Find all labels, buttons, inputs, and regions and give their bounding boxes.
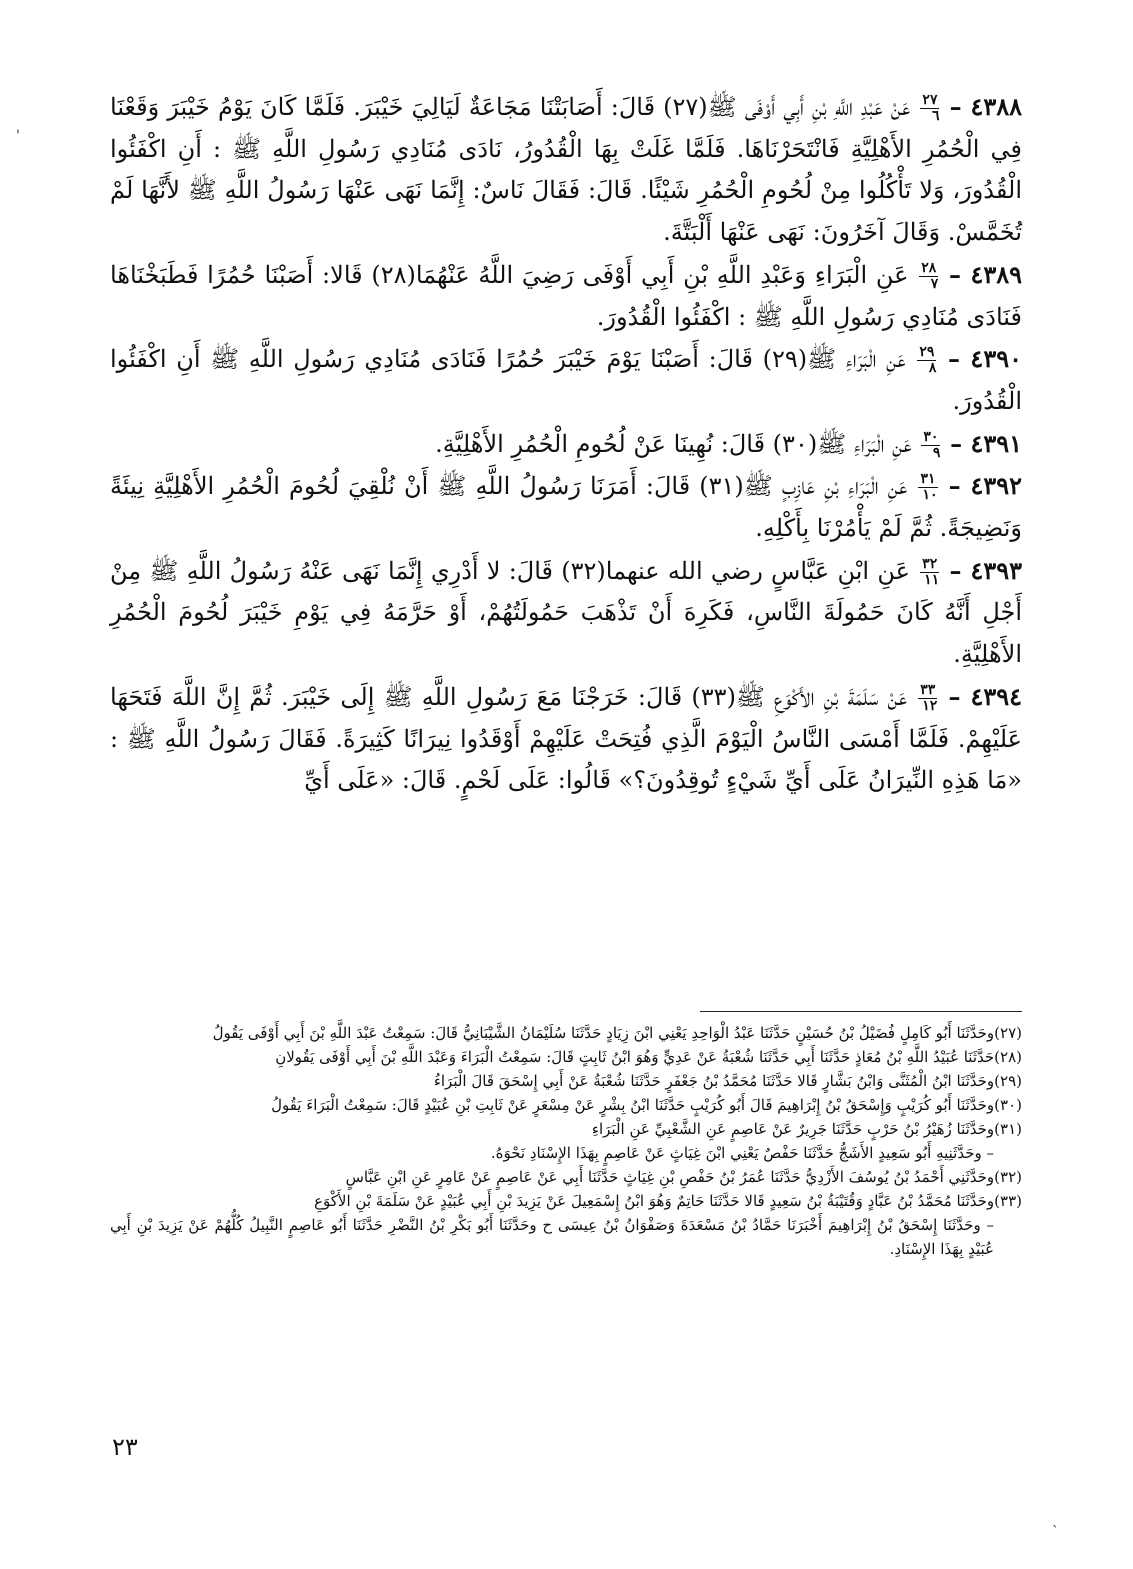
hadith-4390 bbox=[110, 338, 1022, 422]
footnote-33-continuation: – وحَدَّثَنَا إِسْحَقُ بْنُ إِبْرَاهِيمَ أَخْبَرَنَا حَمَّادُ بْنُ مَسْعَدَةَ وَصَفْوَانُ بْنُ عِيسَى ح وحَدَّثَنَا أَبُو بَكْرِ بْنُ النَّضْرِ حَدَّثَنَا أَبُو عَاصِمٍ النَّبِيلُ كُلُّهُمْ عَنْ يَزِيدَ بْنِ أَبِي عُبَيْدٍ بِهَذَا الإِسْنَادِ. bbox=[110, 1216, 994, 1258]
hadith-body bbox=[110, 86, 1022, 802]
footnote-32: (٣٢)وحَدَّثَنِي أَحْمَدُ بْنُ يُوسُفَ الأَزْدِيُّ حَدَّثَنَا عُمَرُ بْنُ حَفْصِ بْنِ غِيَاثٍ حَدَّثَنَا أَبِي عَنْ عَاصِمٍ عَنْ عَامِرٍ عَنِ ابْنِ عَبَّاسٍ bbox=[345, 1168, 1022, 1186]
footnote-27: (٢٧)وحَدَّثَنَا أَبُو كَامِلٍ فُضَيْلُ بْنُ حُسَيْنٍ حَدَّثَنَا عَبْدُ الْوَاحِدِ يَعْنِي ابْنَ زِيَادٍ حَدَّثَنَا سُلَيْمَانُ الشَّيْبَانِيُّ قَالَ: سَمِعْتُ عَبْدَ اللَّهِ بْنَ أَبِي أَوْفَى يَقُولُ bbox=[212, 1024, 1022, 1042]
hadith-number: ٤٣٩٣ – bbox=[949, 555, 1022, 585]
hadith-4394 bbox=[110, 676, 1022, 802]
hadith-number: ٤٣٨٩ – bbox=[949, 259, 1023, 289]
hadith-text: عَنِ الْبَرَاءِ ﷺ(٣٠) قَالَ: نُهِينَا عَنْ لُحُومِ الْحُمُرِ الأَهْلِيَّةِ. bbox=[435, 429, 912, 458]
hadith-number: ٤٣٩٤ – bbox=[948, 681, 1022, 711]
hadith-fraction: $\frac{٣٣}{١٢}$ bbox=[920, 681, 938, 714]
footnote-divider bbox=[700, 1011, 1022, 1012]
hadith-text: عَنِ الْبَرَاءِ وَعَبْدِ اللَّهِ بْنِ أَبِي أَوْفَى رَضِيَ اللَّهُ عَنْهُمَا(٢٨) قَالا: أَصَبْنَا حُمُرًا فَطَبَخْنَاهَا فَنَادَى مُنَادِي رَسُولِ اللَّهِ ﷺ : اكْفَئُوا الْقُدُورَ. bbox=[110, 260, 1022, 331]
hadith-number: ٤٣٨٨ – bbox=[949, 92, 1022, 121]
scan-mark: ` bbox=[1052, 1524, 1059, 1540]
scan-mark: ' bbox=[16, 128, 20, 144]
hadith-fraction: $\frac{٢٨}{٧}$ bbox=[921, 259, 939, 292]
hadith-fraction: $\frac{٣٢}{١١}$ bbox=[922, 555, 940, 588]
footnote-31-continuation: – وحَدَّثَنِيهِ أَبُو سَعِيدٍ الأَشَجُّ حَدَّثَنَا حَفْصٌ يَعْنِي ابْنَ غِيَاثٍ عَنْ عَاصِمٍ بِهَذَا الإِسْنَادِ نَحْوَهُ. bbox=[490, 1144, 994, 1162]
hadith-fraction: $\frac{٢٩}{٨}$ bbox=[919, 344, 937, 377]
hadith-fraction: $\frac{٢٧}{٦}$ bbox=[922, 92, 940, 124]
hadith-4388 bbox=[110, 86, 1022, 254]
footnote-28: (٢٨)حَدَّثَنَا عُبَيْدُ اللَّهِ بْنُ مُعَاذٍ حَدَّثَنَا أَبِي حَدَّثَنَا شُعْبَةُ عَنْ عَدِيٍّ وَهُوَ ابْنُ ثَابِتٍ قَالَ: سَمِعْتُ الْبَرَاءَ وَعَبْدَ اللَّهِ بْنَ أَبِي أَوْفَى يَقُولانِ bbox=[275, 1048, 1022, 1066]
hadith-fraction: $\frac{٣١}{١٠}$ bbox=[920, 471, 938, 504]
footnote-33: (٣٣)وحَدَّثَنَا مُحَمَّدُ بْنُ عَبَّادٍ وَقُتَيْبَةُ بْنُ سَعِيدٍ قَالا حَدَّثَنَا حَاتِمٌ وَهُوَ ابْنُ إِسْمَعِيلَ عَنْ يَزِيدَ بْنِ أَبِي عُبَيْدٍ عَنْ سَلَمَةَ بْنِ الأَكْوَعِ bbox=[314, 1192, 1022, 1210]
hadith-text: عَنْ سَلَمَةَ بْنِ الأَكْوَعِ ﷺ(٣٣) قَالَ: خَرَجْنَا مَعَ رَسُولِ اللَّهِ ﷺ إِلَى خَيْبَرَ. ثُمَّ إِنَّ اللَّهَ فَتَحَهَا عَلَيْهِمْ. فَلَمَّا أَمْسَى النَّاسُ الْيَوْمَ الَّذِي فُتِحَتْ عَلَيْهِمْ أَوْقَدُوا نِيرَانًا كَثِيرَةً. فَقَالَ رَسُولُ اللَّهِ ﷺ : «مَا هَذِهِ النِّيرَانُ عَلَى أَيِّ شَيْءٍ تُوقِدُونَ؟» قَالُوا: عَلَى لَحْمٍ. قَالَ: «عَلَى أَيِّ bbox=[110, 682, 1022, 795]
hadith-4389 bbox=[110, 254, 1022, 338]
hadith-fraction: $\frac{٣٠}{٩}$ bbox=[923, 428, 941, 461]
hadith-4393 bbox=[110, 550, 1022, 676]
hadith-text: عَنِ الْبَرَاءِ بْنِ عَازِبٍ ﷺ(٣١) قَالَ: أَمَرَنَا رَسُولُ اللَّهِ ﷺ أَنْ نُلْقِيَ لُحُومَ الْحُمُرِ الأَهْلِيَّةِ نِيئَةً وَنَضِيجَةً. ثُمَّ لَمْ يَأْمُرْنَا بِأَكْلِهِ. bbox=[110, 472, 1022, 543]
hadith-number: ٤٣٩٠ – bbox=[948, 344, 1022, 374]
hadith-text: عَنِ ابْنِ عَبَّاسٍ رضي الله عنهما(٣٢) قَالَ: لا أَدْرِي إِنَّمَا نَهَى عَنْهُ رَسُولُ اللَّهِ ﷺ مِنْ أَجْلِ أَنَّهُ كَانَ حَمُولَةَ النَّاسِ، فَكَرِهَ أَنْ تَذْهَبَ حَمُولَتُهُمْ، أَوْ حَرَّمَهُ فِي يَوْمِ خَيْبَرَ لُحُومَ الْحُمُرِ الأَهْلِيَّةِ. bbox=[110, 556, 1022, 669]
hadith-text: عَنْ عَبْدِ اللَّهِ بْنِ أَبِي أَوْفَى ﷺ(٢٧) قَالَ: أَصَابَتْنَا مَجَاعَةٌ لَيَالِيَ خَيْبَرَ. فَلَمَّا كَانَ يَوْمُ خَيْبَرَ وَقَعْنَا فِي الْحُمُرِ الأَهْلِيَّةِ فَانْتَحَرْنَاهَا. فَلَمَّا غَلَتْ بِهَا الْقُدُورُ، نَادَى مُنَادِي رَسُولِ اللَّهِ ﷺ : أَنِ اكْفَئُوا الْقُدُورَ، وَلا تَأْكُلُوا مِنْ لُحُومِ الْحُمُرِ شَيْئًا. قَالَ: فَقَالَ نَاسٌ: إِنَّمَا نَهَى عَنْهَا رَسُولُ اللَّهِ ﷺ لأَنَّهَا لَمْ تُخَمَّسْ. وَقَالَ آخَرُونَ: نَهَى عَنْهَا أَلْبَتَّةَ. bbox=[110, 93, 1022, 247]
hadith-number: ٤٣٩٢ – bbox=[948, 471, 1023, 501]
hadith-text: عَنِ الْبَرَاءِ ﷺ(٢٩) قَالَ: أَصَبْنَا يَوْمَ خَيْبَرَ حُمُرًا فَنَادَى مُنَادِي رَسُولِ اللَّهِ ﷺ أَنِ اكْفَئُوا الْقُدُورَ. bbox=[110, 345, 1022, 415]
footnote-30: (٣٠)وحَدَّثَنَا أَبُو كُرَيْبٍ وَإِسْحَقُ بْنُ إِبْرَاهِيمَ قَالَ أَبُو كُرَيْبٍ حَدَّثَنَا ابْنُ بِشْرٍ عَنْ مِسْعَرٍ عَنْ ثَابِتِ بْنِ عُبَيْدٍ قَالَ: سَمِعْتُ الْبَرَاءَ يَقُولُ bbox=[271, 1096, 1022, 1114]
hadith-4391 bbox=[110, 423, 1022, 466]
footnotes bbox=[110, 1021, 1022, 1261]
footnote-29: (٢٩)وحَدَّثَنَا ابْنُ الْمُثَنَّى وَابْنُ بَشَّارٍ قَالا حَدَّثَنَا مُحَمَّدُ بْنُ جَعْفَرٍ حَدَّثَنَا شُعْبَةُ عَنْ أَبِي إِسْحَقَ قَالَ الْبَرَاءُ bbox=[433, 1072, 1022, 1090]
hadith-number: ٤٣٩١ – bbox=[950, 428, 1022, 458]
footnote-31: (٣١)وحَدَّثَنَا زُهَيْرُ بْنُ حَرْبٍ حَدَّثَنَا جَرِيرٌ عَنْ عَاصِمٍ عَنِ الشَّعْبِيِّ عَنِ الْبَرَاءِ bbox=[591, 1120, 1022, 1138]
hadith-4392 bbox=[110, 465, 1022, 549]
page-number: ٢٣ bbox=[112, 1433, 138, 1461]
